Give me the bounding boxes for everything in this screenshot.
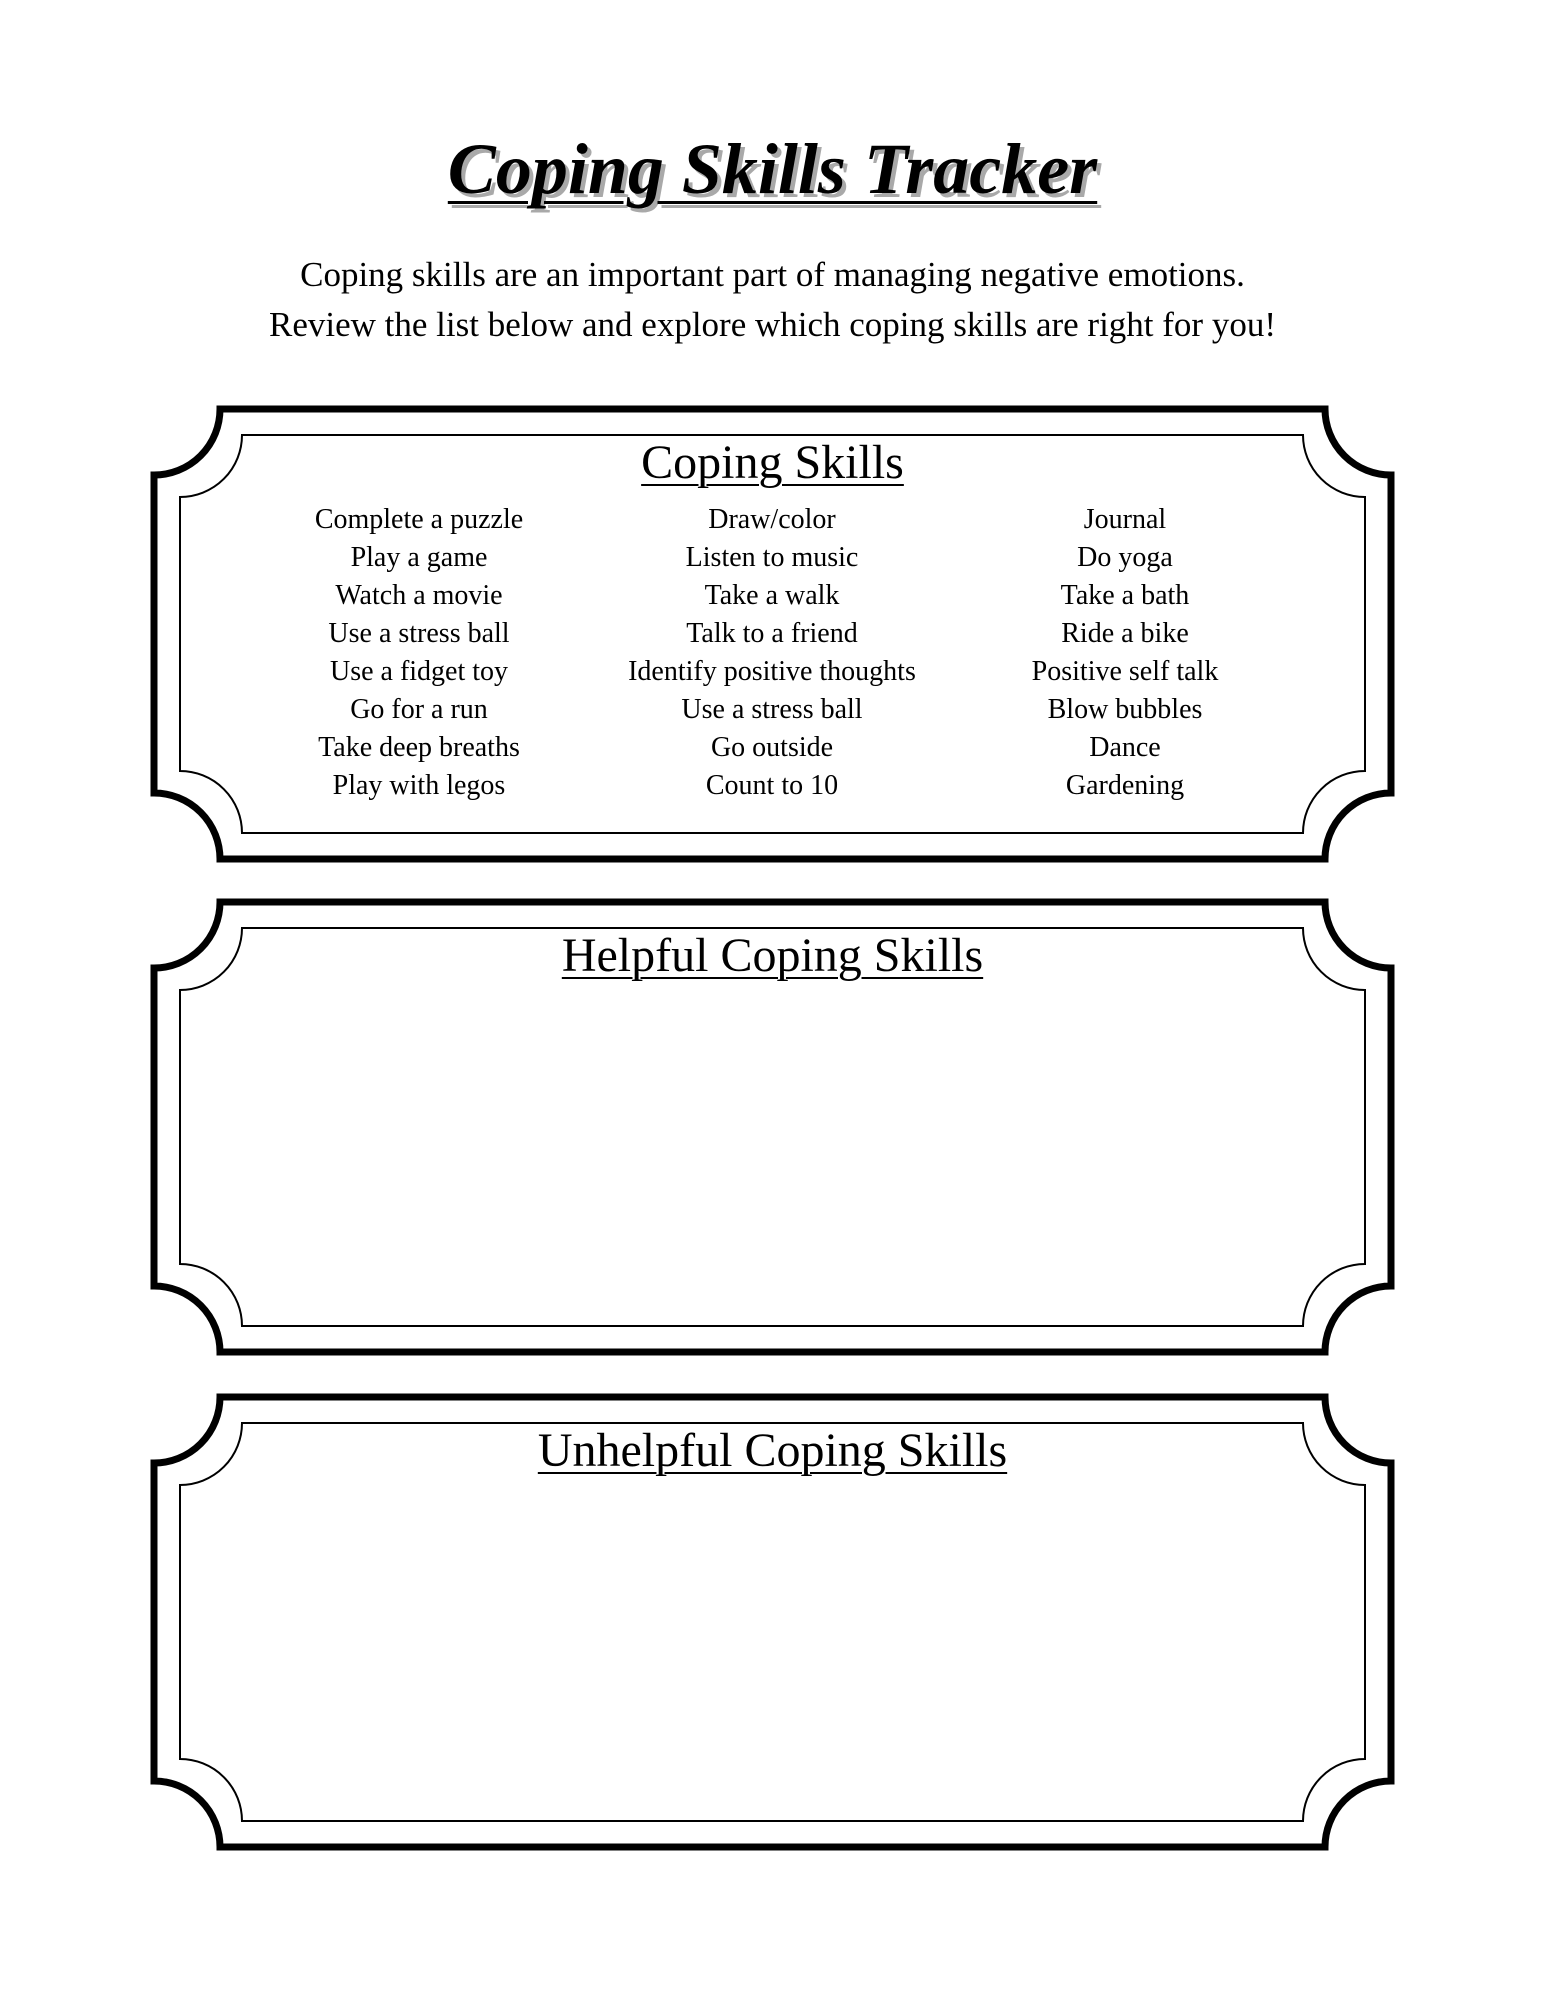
skill-item: Gardening <box>1065 770 1185 801</box>
skill-item: Do yoga <box>1077 542 1173 573</box>
intro-text <box>0 250 1545 350</box>
intro-line-1: Coping skills are an important part of managing negative emotions. <box>300 255 1245 294</box>
unhelpful-coping-skills-box[interactable] <box>150 1393 1395 1851</box>
skill-item: Positive self talk <box>1031 656 1219 687</box>
skill-item: Draw/color <box>708 504 836 535</box>
skill-item: Go for a run <box>350 694 488 725</box>
skill-item: Play a game <box>350 542 488 573</box>
skill-item: Complete a puzzle <box>314 504 524 535</box>
skill-item: Take a walk <box>704 580 840 611</box>
unhelpful-coping-skills-heading: Unhelpful Coping Skills <box>537 1424 1008 1477</box>
skill-item: Take deep breaths <box>318 732 520 763</box>
skill-item: Identify positive thoughts <box>628 656 916 687</box>
skill-item: Play with legos <box>332 770 506 801</box>
skills-column-1 <box>219 501 619 805</box>
coping-skills-heading: Coping Skills <box>641 436 904 489</box>
skills-column-3 <box>925 501 1325 805</box>
skill-item: Use a fidget toy <box>329 656 509 687</box>
page-title: Coping Skills Tracker <box>447 129 1098 209</box>
skill-item: Ride a bike <box>1061 618 1189 649</box>
skills-list <box>150 501 1395 821</box>
skill-item: Take a bath <box>1060 580 1190 611</box>
skill-item: Listen to music <box>685 542 859 573</box>
skill-item: Count to 10 <box>705 770 839 801</box>
skill-item: Talk to a friend <box>686 618 858 649</box>
skill-item: Go outside <box>710 732 834 763</box>
coping-skills-box <box>150 405 1395 863</box>
skill-item: Use a stress ball <box>328 618 510 649</box>
skills-column-2 <box>572 501 972 805</box>
skill-item: Watch a movie <box>335 580 503 611</box>
skill-item: Journal <box>1083 504 1167 535</box>
helpful-coping-skills-heading: Helpful Coping Skills <box>561 929 984 982</box>
skill-item: Blow bubbles <box>1047 694 1203 725</box>
skill-item: Dance <box>1089 732 1161 763</box>
helpful-coping-skills-box[interactable] <box>150 898 1395 1356</box>
intro-line-2: Review the list below and explore which coping skills are right for you! <box>269 305 1276 344</box>
skill-item: Use a stress ball <box>681 694 863 725</box>
